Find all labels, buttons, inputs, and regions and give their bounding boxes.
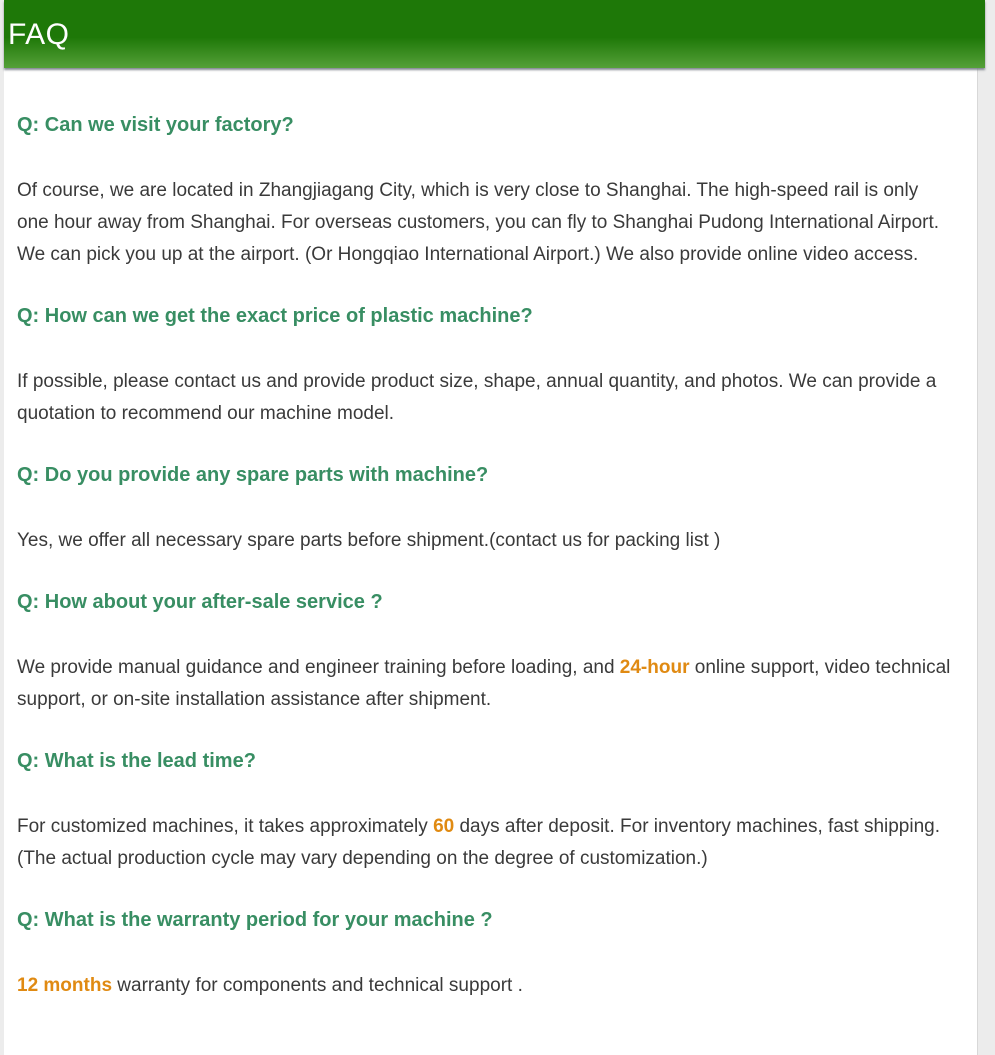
faq-question: Q: What is the lead time? xyxy=(17,750,256,772)
faq-item xyxy=(17,589,955,716)
faq-question: Q: Can we visit your factory? xyxy=(17,114,294,136)
faq-question: Q: What is the warranty period for your machine ? xyxy=(17,909,493,931)
faq-content xyxy=(4,68,978,1055)
faq-item xyxy=(17,462,955,557)
answer-text: If possible, please contact us and provide product size, shape, annual quantity, and photos. We can provide a quotation to recommend our machine model. xyxy=(17,371,937,424)
faq-question: Q: Do you provide any spare parts with machine? xyxy=(17,464,489,486)
answer-highlight-text: 24-hour xyxy=(619,657,690,678)
faq-answer xyxy=(17,970,955,1002)
faq-item xyxy=(17,112,955,271)
answer-text: Yes, we offer all necessary spare parts before shipment.(contact us for packing list ) xyxy=(17,530,721,551)
faq-item xyxy=(17,907,955,1002)
faq-section-header xyxy=(4,0,985,68)
faq-item xyxy=(17,303,955,430)
answer-highlight-text: 60 xyxy=(433,816,455,837)
answer-text: Of course, we are located in Zhangjiagang City, which is very close to Shanghai. The high-speed rail is only one hour away from Shanghai. For overseas customers, you can fly to Shanghai Pudong International Airport. We can pick you up at the airport. (Or Hongqiao International Airport.) We also provide online video access. xyxy=(17,180,940,265)
faq-question: Q: How can we get the exact price of plastic machine? xyxy=(17,305,533,327)
faq-answer xyxy=(17,366,955,430)
faq-answer xyxy=(17,652,955,716)
answer-text: We provide manual guidance and engineer training before loading, and xyxy=(17,657,620,678)
faq-answer xyxy=(17,811,955,875)
faq-answer xyxy=(17,525,955,557)
faq-list xyxy=(17,112,955,1002)
answer-text: warranty for components and technical support . xyxy=(112,975,523,996)
answer-text: For customized machines, it takes approximately xyxy=(17,816,434,837)
faq-question: Q: How about your after-sale service ? xyxy=(17,591,383,613)
answer-highlight-text: 12 months xyxy=(17,975,113,996)
faq-panel xyxy=(4,0,985,1055)
answer-text: online support, video technical support, or on-site installation assistance after shipment. xyxy=(17,657,951,710)
answer-text: days after deposit. For inventory machines, fast shipping. (The actual production cycle may vary depending on the degree of customization.) xyxy=(17,816,941,869)
faq-item xyxy=(17,748,955,875)
faq-answer xyxy=(17,175,955,271)
page-title: FAQ xyxy=(8,18,70,51)
